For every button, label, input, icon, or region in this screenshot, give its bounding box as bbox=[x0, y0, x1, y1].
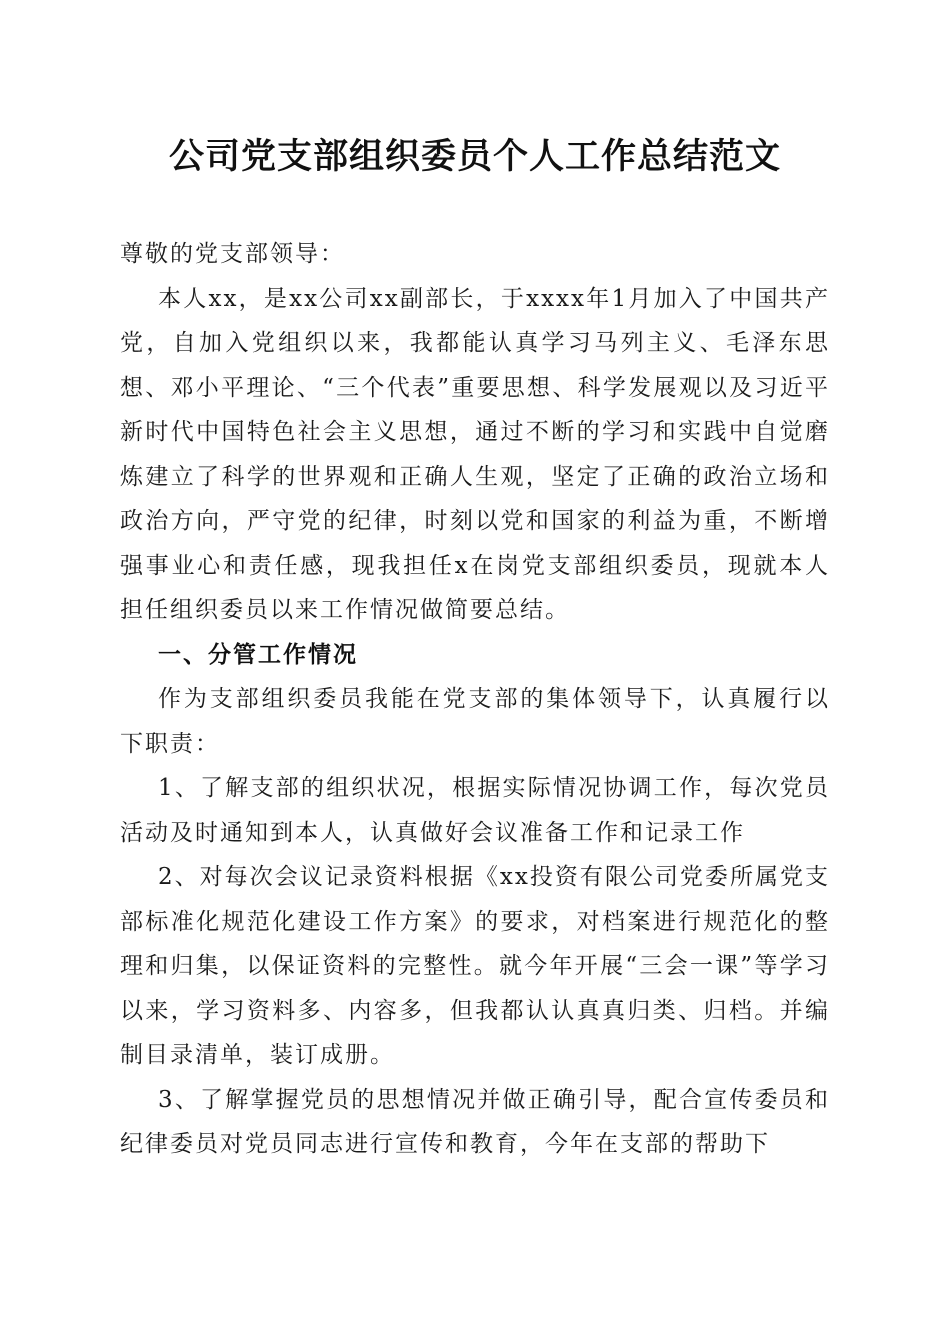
salutation: 尊敬的党支部领导： bbox=[120, 241, 345, 267]
list-item: 2、对每次会议记录资料根据《xx投资有限公司党委所属党支部标准化规范化建设工作方案》的要求，对档案进行规范化的整理和归集，以保证资料的完整性。就今年开展“三会一课”等学习以来，学习资料多、内容多，但我都认认真真归类、归档。并编制目录清单，装订成册。 bbox=[120, 864, 830, 1068]
document-title: 公司党支部组织委员个人工作总结范文 bbox=[168, 136, 781, 177]
intro-paragraph: 本人xx，是xx公司xx副部长，于xxxx年1月加入了中国共产党，自加入党组织以来，我都能认真学习马列主义、毛泽东思想、邓小平理论、“三个代表”重要思想、科学发展观以及习近平新时代中国特色社会主义思想，通过不断的学习和实践中自觉磨炼建立了科学的世界观和正确人生观，坚定了正确的政治立场和政治方向，严守党的纪律，时刻以党和国家的利益为重，不断增强事业心和责任感，现我担任x在岗党支部组织委员，现就本人担任组织委员以来工作情况做简要总结。 bbox=[120, 285, 830, 623]
list-item: 1、了解支部的组织状况，根据实际情况协调工作，每次党员活动及时通知到本人，认真做好会议准备工作和记录工作 bbox=[120, 775, 830, 846]
document-body bbox=[120, 232, 830, 1167]
section-heading: 一、分管工作情况 bbox=[158, 641, 358, 668]
section-intro-paragraph: 作为支部组织委员我能在党支部的集体领导下，认真履行以下职责： bbox=[120, 686, 830, 757]
list-item: 3、了解掌握党员的思想情况并做正确引导，配合宣传委员和纪律委员对党员同志进行宣传和教育，今年在支部的帮助下 bbox=[120, 1086, 830, 1157]
